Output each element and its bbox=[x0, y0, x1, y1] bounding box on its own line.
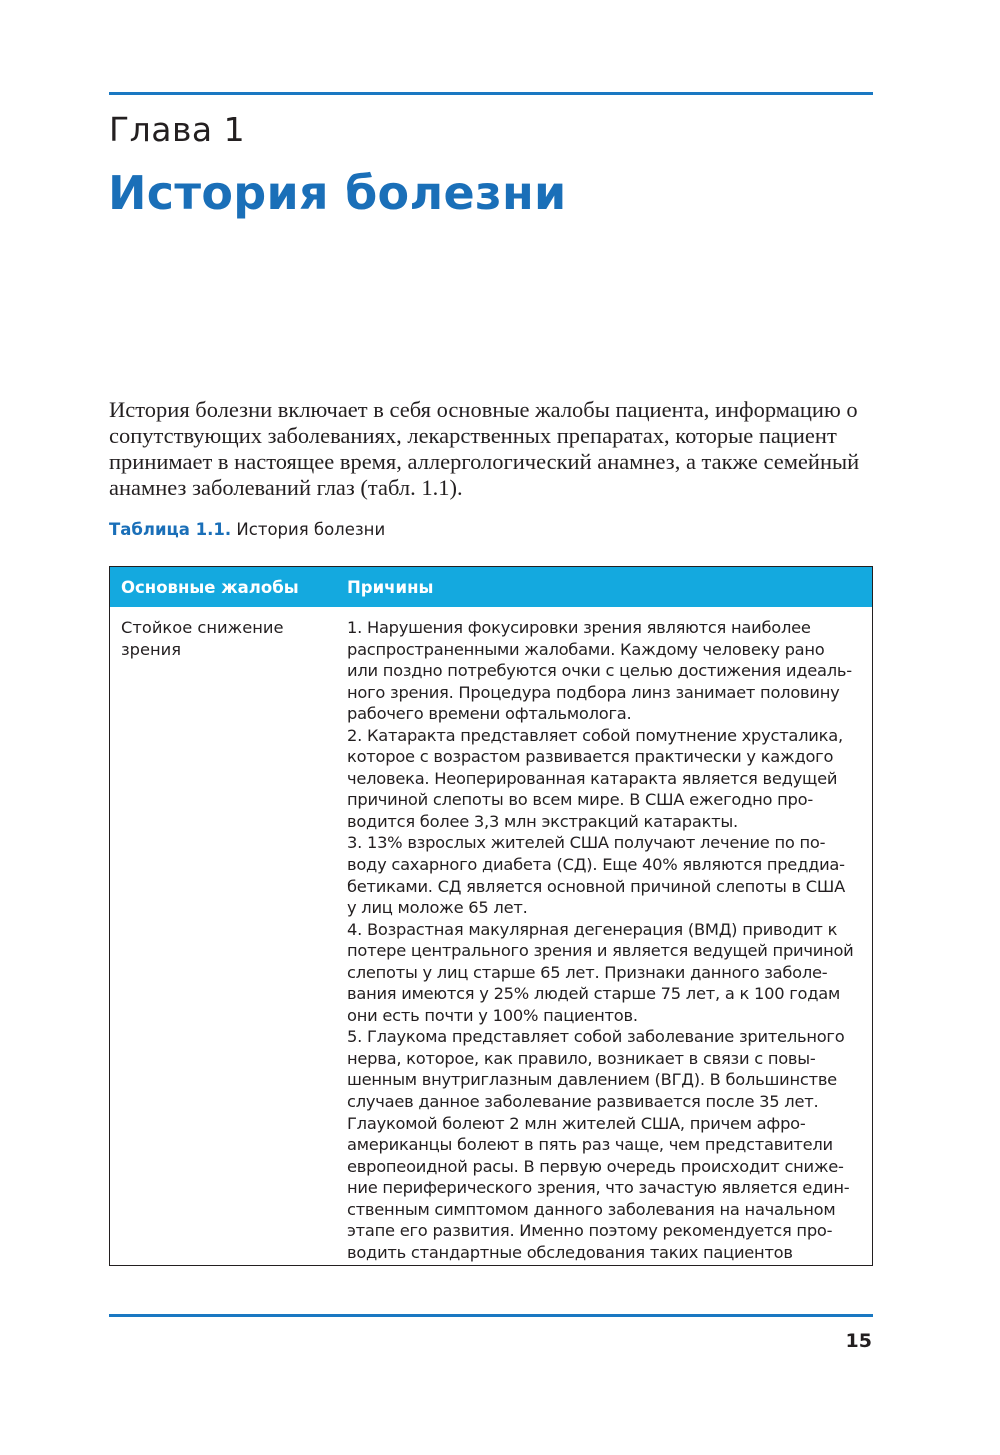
cause-line: водится более 3,3 млн экстракций катаракты. bbox=[347, 811, 738, 831]
cause-line: 5. Глаукома представляет собой заболевание зрительного bbox=[347, 1027, 845, 1047]
cause-line: вания имеются у 25% людей старше 75 лет, а к 100 годам bbox=[347, 984, 841, 1004]
cause-line: рабочего времени офтальмолога. bbox=[347, 704, 632, 724]
cause-line: Глаукомой болеют 2 млн жителей США, причем афро- bbox=[347, 1113, 806, 1133]
header-complaints: Основные жалобы bbox=[121, 577, 299, 597]
cause-line: 2. Катаракта представляет собой помутнение хрусталика, bbox=[347, 725, 843, 745]
causes-cell bbox=[335, 617, 867, 1263]
chapter-label: Глава 1 bbox=[109, 110, 246, 149]
cause-line: случаев данное заболевание развивается после 35 лет. bbox=[347, 1092, 819, 1112]
cause-line: человека. Неоперированная катаракта является ведущей bbox=[347, 768, 838, 788]
table-row bbox=[110, 607, 872, 1263]
chapter-title: История болезни bbox=[108, 166, 567, 220]
cause-line: потере центрального зрения и является ведущей причиной bbox=[347, 941, 854, 961]
page-number: 15 bbox=[845, 1330, 872, 1352]
cause-line: у лиц моложе 65 лет. bbox=[347, 898, 528, 918]
cause-line: ного зрения. Процедура подбора линз занимает половину bbox=[347, 682, 840, 702]
cause-line: европеоидной расы. В первую очередь происходит сниже- bbox=[347, 1156, 844, 1176]
cause-line: американцы болеют в пять раз чаще, чем представители bbox=[347, 1135, 833, 1155]
cause-line: или поздно потребуются очки с целью достижения идеаль- bbox=[347, 661, 852, 681]
table-header-row bbox=[110, 567, 872, 607]
cause-line: они есть почти у 100% пациентов. bbox=[347, 1005, 638, 1025]
table-caption-text: История болезни bbox=[236, 520, 386, 539]
bottom-rule bbox=[109, 1314, 873, 1317]
cause-line: слепоты у лиц старше 65 лет. Признаки данного заболе- bbox=[347, 962, 828, 982]
history-table bbox=[109, 566, 873, 1266]
top-rule bbox=[109, 92, 873, 95]
cause-line: 3. 13% взрослых жителей США получают лечение по по- bbox=[347, 833, 826, 853]
cause-line: 1. Нарушения фокусировки зрения являются наиболее bbox=[347, 618, 811, 637]
header-causes: Причины bbox=[347, 577, 434, 597]
cause-line: ственным симптомом данного заболевания на начальном bbox=[347, 1199, 836, 1219]
intro-paragraph: История болезни включает в себя основные жалобы пациента, информацию о сопутствующих заболеваниях, лекарственных препаратах, которые пациент принимает в настоящее время, аллергологический анамнез, а также семейный анамнез заболеваний глаз (табл. 1.1). bbox=[109, 397, 860, 500]
cause-line: причиной слепоты во всем мире. В США ежегодно про- bbox=[347, 790, 813, 810]
cause-line: ние периферического зрения, что зачастую является един- bbox=[347, 1178, 850, 1198]
cause-line: этапе его развития. Именно поэтому рекомендуется про- bbox=[347, 1221, 833, 1241]
cause-line: шенным внутриглазным давлением (ВГД). В большинстве bbox=[347, 1070, 837, 1090]
cause-line: нерва, которое, как правило, возникает в связи с повы- bbox=[347, 1048, 816, 1068]
complaint-cell: Стойкое снижение зрения bbox=[121, 618, 284, 659]
cause-line: распространенными жалобами. Каждому человеку рано bbox=[347, 639, 825, 659]
cause-line: 4. Возрастная макулярная дегенерация (ВМД) приводит к bbox=[347, 919, 838, 939]
cause-line: водить стандартные обследования таких пациентов bbox=[347, 1242, 793, 1262]
table-caption-label: Таблица 1.1. bbox=[109, 520, 232, 539]
cause-line: которое с возрастом развивается практически у каждого bbox=[347, 747, 834, 767]
cause-line: воду сахарного диабета (СД). Еще 40% являются преддиа- bbox=[347, 855, 845, 875]
table-caption bbox=[109, 520, 385, 539]
cause-line: бетиками. СД является основной причиной слепоты в США bbox=[347, 876, 845, 896]
